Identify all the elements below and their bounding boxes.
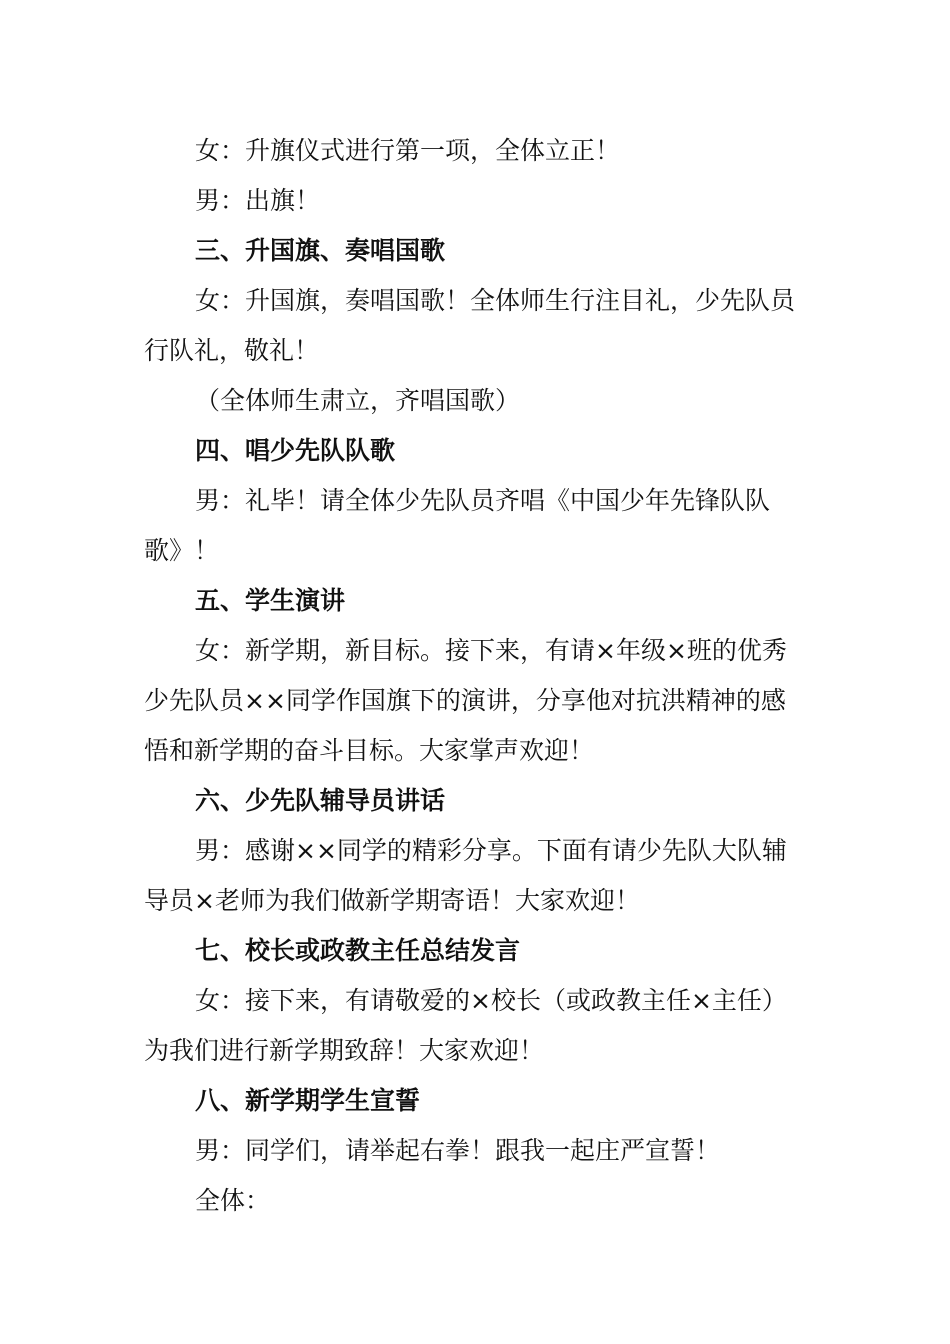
paragraph-present-flag: 男：出旗！ [195,186,321,215]
paragraph-student-speech: 女：新学期，新目标。接下来，有请×年级×班的优秀少先队员××同学作国旗下的演讲，分享他对抗洪精神的感悟和新学期的奋斗目标。大家掌声欢迎！ [144,636,787,765]
paragraph-raise-flag: 女：升国旗，奏唱国歌！全体师生行注目礼，少先队员行队礼，敬礼！ [144,286,796,365]
paragraph-flag-ceremony-start: 女：升旗仪式进行第一项，全体立正！ [195,136,621,165]
document-body [144,126,806,1226]
paragraph-principal-speech: 女：接下来，有请敬爱的×校长（或政教主任×主任）为我们进行新学期致辞！大家欢迎！ [144,986,787,1065]
section-heading-4: 四、唱少先队队歌 [195,436,396,465]
paragraph-counselor-speech: 男：感谢××同学的精彩分享。下面有请少先队大队辅导员×老师为我们做新学期寄语！大家欢迎！ [144,836,787,915]
paragraph-team-song: 男：礼毕！请全体少先队员齐唱《中国少年先锋队队歌》！ [144,486,771,565]
section-heading-8: 八、新学期学生宣誓 [195,1086,421,1115]
section-heading-5: 五、学生演讲 [195,586,346,615]
paragraph-oath-all: 全体： [195,1186,271,1215]
section-heading-3: 三、升国旗、奏唱国歌 [195,236,446,265]
paragraph-oath-call: 男：同学们，请举起右拳！跟我一起庄严宣誓！ [195,1136,721,1165]
section-heading-6: 六、少先队辅导员讲话 [195,786,446,815]
paragraph-sing-anthem-note: （全体师生肃立，齐唱国歌） [195,386,521,415]
section-heading-7: 七、校长或政教主任总结发言 [195,936,521,965]
